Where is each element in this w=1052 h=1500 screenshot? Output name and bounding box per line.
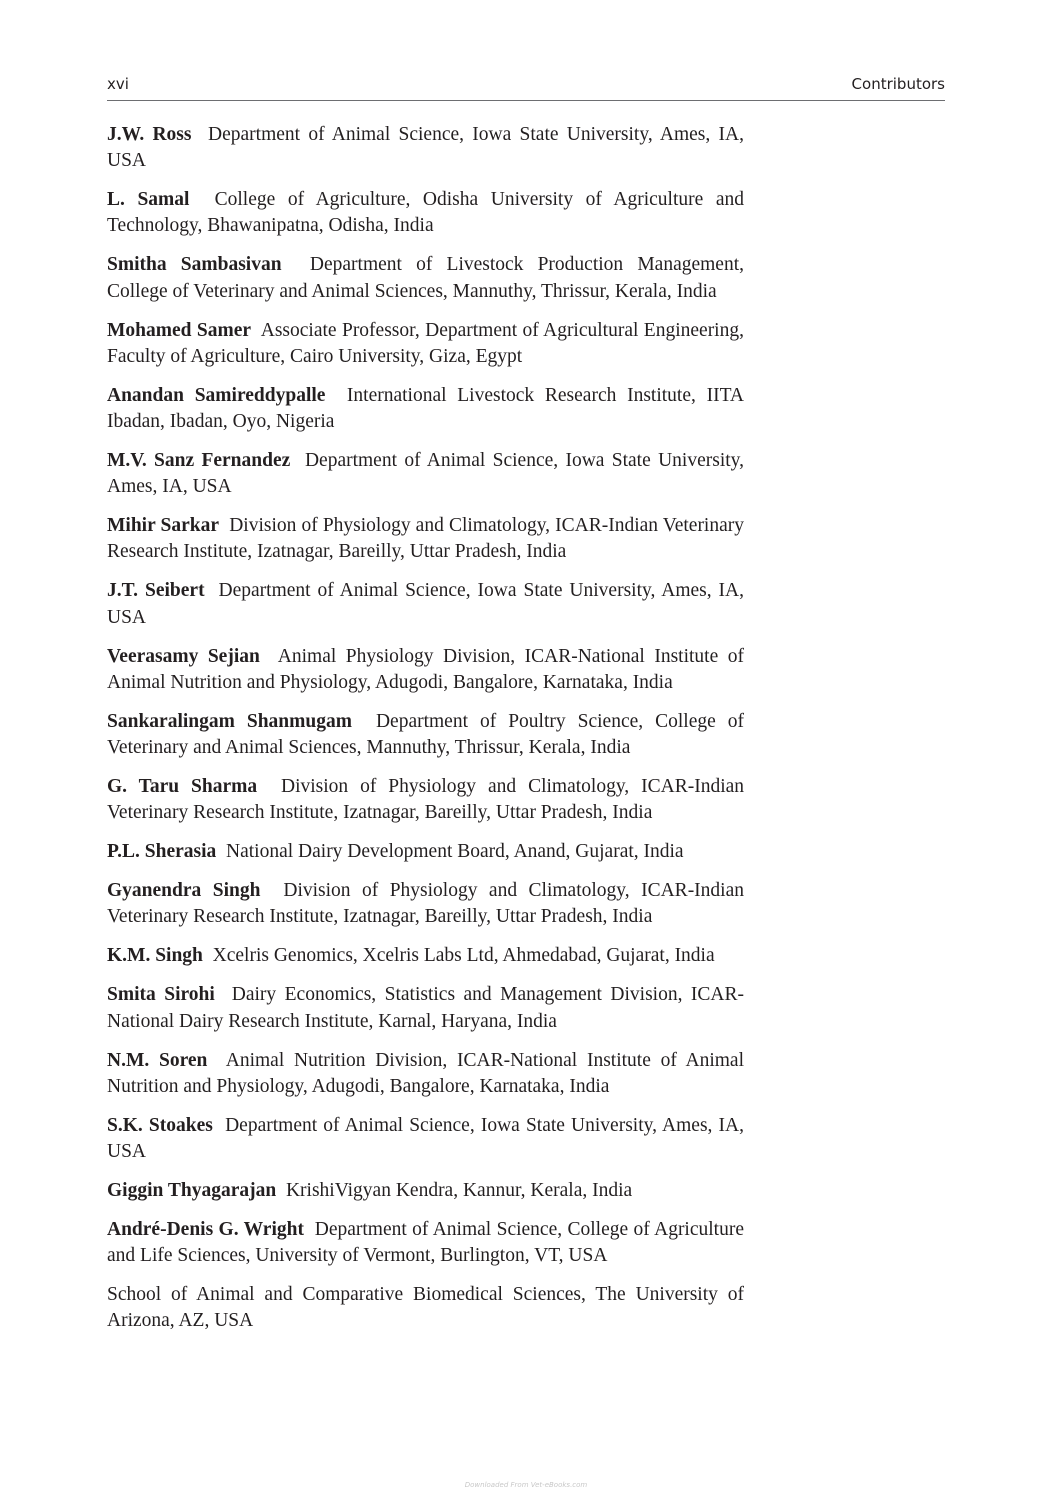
contributor-entry <box>107 709 744 761</box>
contributor-name: S.K. Stoakes <box>107 1114 213 1136</box>
contributor-affiliation: Department of Livestock Production Management, College of Veterinary and Animal Sciences, Mannuthy, Thrissur, Kerala, India <box>107 254 745 302</box>
contributor-name: M.V. Sanz Fernandez <box>107 450 291 472</box>
contributor-name: André-Denis G. Wright <box>107 1219 304 1241</box>
contributor-affiliation: Department of Animal Science, Iowa State University, Ames, IA, USA <box>107 450 745 498</box>
header-rule <box>107 100 945 101</box>
contributor-affiliation: Animal Nutrition Division, ICAR-National Institute of Animal Nutrition and Physiology, Adugodi, Bangalore, Karnataka, India <box>107 1049 744 1097</box>
contributor-name: P.L. Sherasia <box>107 841 217 863</box>
contributor-affiliation: Xcelris Genomics, Xcelris Labs Ltd, Ahmedabad, Gujarat, India <box>212 945 715 967</box>
contributor-affiliation: KrishiVigyan Kendra, Kannur, Kerala, India <box>285 1180 633 1202</box>
contributor-affiliation: Department of Animal Science, Iowa State University, Ames, IA, USA <box>107 580 745 628</box>
contributor-name: J.W. Ross <box>107 124 192 145</box>
contributor-entry <box>107 513 744 565</box>
contributor-affiliation: Division of Physiology and Climatology, ICAR-Indian Veterinary Research Institute, Izatnagar, Bareilly, Uttar Pradesh, India <box>107 776 745 824</box>
contributor-entry <box>107 644 744 696</box>
contributor-entry <box>107 878 744 930</box>
contributor-entry <box>107 1048 744 1100</box>
contributor-affiliation: College of Agriculture, Odisha University of Agriculture and Technology, Bhawanipatna, Odisha, India <box>107 189 744 237</box>
contributor-entry <box>107 1178 744 1204</box>
contributor-name: Gyanendra Singh <box>107 880 261 902</box>
contributor-affiliation: Division of Physiology and Climatology, ICAR-Indian Veterinary Research Institute, Izatnagar, Bareilly, Uttar Pradesh, India <box>107 515 745 563</box>
contributor-name: Mohamed Samer <box>107 319 252 341</box>
contributor-entry <box>107 122 744 174</box>
contributor-entry <box>107 578 744 630</box>
contributor-name: K.M. Singh <box>107 945 203 967</box>
contributor-name: Smita Sirohi <box>107 984 215 1006</box>
contributor-entry <box>107 252 744 304</box>
contributor-affiliation: Department of Animal Science, College of Agriculture and Life Sciences, University of Vermont, Burlington, VT, USA <box>107 1219 744 1267</box>
running-head <box>107 72 945 96</box>
contributor-affiliation: Associate Professor, Department of Agricultural Engineering, Faculty of Agriculture, Cairo University, Giza, Egypt <box>107 319 744 367</box>
contributor-entry <box>107 318 744 370</box>
contributor-name: Mihir Sarkar <box>107 515 219 537</box>
contributor-affiliation: School of Animal and Comparative Biomedical Sciences, The University of Arizona, AZ, USA <box>107 1284 744 1332</box>
contributor-affiliation: National Dairy Development Board, Anand, Gujarat, India <box>226 841 684 863</box>
contributor-name: Veerasamy Sejian <box>107 645 260 667</box>
contributor-affiliation: International Livestock Research Institute, IITA Ibadan, Ibadan, Oyo, Nigeria <box>107 384 745 433</box>
contributor-name: N.M. Soren <box>107 1049 208 1071</box>
contributor-entry <box>107 839 744 865</box>
page-number: xvi <box>107 75 129 93</box>
contributor-entry <box>107 187 744 239</box>
contributor-affiliation: Animal Physiology Division, ICAR-National Institute of Animal Nutrition and Physiology, Adugodi, Bangalore, Karnataka, India <box>107 645 744 693</box>
contributor-entry <box>107 1217 744 1269</box>
contributor-entry <box>107 448 744 500</box>
download-watermark: Downloaded From Vet-eBooks.com <box>464 1481 588 1489</box>
contributor-name: L. Samal <box>107 189 190 211</box>
contributor-entry <box>107 1113 744 1165</box>
contributor-name: Smitha Sambasivan <box>107 254 282 276</box>
contributor-entry <box>107 943 744 969</box>
contributor-entry <box>107 1282 744 1334</box>
contributor-name: G. Taru Sharma <box>107 776 258 798</box>
contributor-affiliation: Division of Physiology and Climatology, ICAR-Indian Veterinary Research Institute, Izatnagar, Bareilly, Uttar Pradesh, India <box>107 880 745 928</box>
section-title: Contributors <box>851 75 945 93</box>
contributor-entry <box>107 982 744 1034</box>
contributor-affiliation: Department of Animal Science, Iowa State University, Ames, IA, USA <box>107 124 744 172</box>
contributor-affiliation: Department of Animal Science, Iowa State University, Ames, IA, USA <box>107 1114 744 1163</box>
contributor-affiliation: Dairy Economics, Statistics and Management Division, ICAR-National Dairy Research Institute, Karnal, Haryana, India <box>107 984 745 1032</box>
contributor-affiliation: Department of Poultry Science, College of Veterinary and Animal Sciences, Mannuthy, Thrissur, Kerala, India <box>107 710 744 759</box>
contributor-name: Anandan Samireddypalle <box>107 384 326 406</box>
contributors-list <box>107 122 744 1347</box>
contributor-name: J.T. Seibert <box>107 580 205 602</box>
contributor-entry <box>107 383 744 435</box>
contributor-entry <box>107 774 744 826</box>
contributor-name: Giggin Thyagarajan <box>107 1180 277 1202</box>
contributor-name: Sankaralingam Shanmugam <box>107 710 352 732</box>
